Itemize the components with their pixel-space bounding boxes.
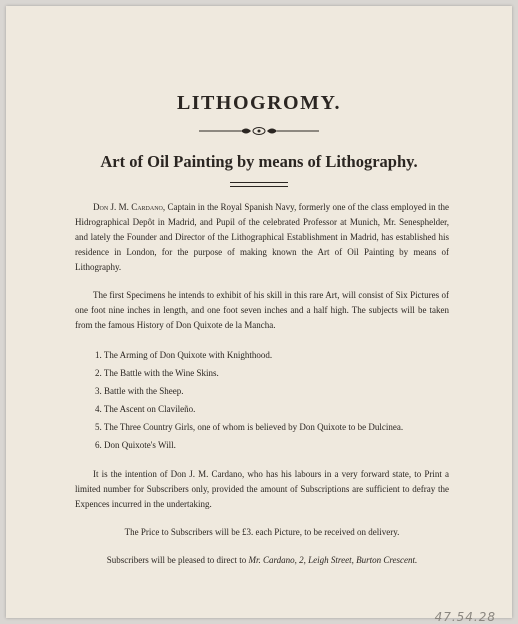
intro-text: Captain in the Royal Spanish Navy, formerly one of the class employed in the Hidrographical Depôt in Madrid, and Pupil of the celebrated Professor at Munich, Mr. Senesphelder, and lately the Founder and Director of the Lithographical Establishment in Madrid, has established his residence in London, for the purpose of making known the Art of Oil Painting by means of Lithography. bbox=[75, 202, 450, 272]
paragraph-intro bbox=[75, 200, 449, 275]
address-lead: Subscribers will be pleased to direct to bbox=[106, 555, 249, 565]
paragraph-intention: It is the intention of Don J. M. Cardano, who has his labours in a very forward state, to Print a limited number for Subscribers only, provided the amount of Subscriptions are sufficient to defray the Expences incurred in the undertaking. bbox=[75, 469, 449, 509]
list-item: 5. The Three Country Girls, one of whom is believed by Don Quixote to be Dulcinea. bbox=[95, 422, 404, 432]
double-rule bbox=[230, 182, 288, 187]
pencil-annotation: 47.54.28 bbox=[434, 610, 496, 624]
document-subtitle: Art of Oil Painting by means of Lithography. bbox=[100, 152, 418, 171]
ornament-divider bbox=[199, 126, 319, 136]
list-item: 3. Battle with the Sheep. bbox=[95, 386, 184, 396]
paragraph-specimens: The first Specimens he intends to exhibit of his skill in this rare Art, will consist of Six Pictures of one foot nine inches in length, and one foot seven inches and a half high. The subjects will be taken from the famous History of Don Quixote de la Mancha. bbox=[75, 290, 449, 330]
list-item: 2. The Battle with the Wine Skins. bbox=[95, 368, 219, 378]
list-item: 1. The Arming of Don Quixote with Knighthood. bbox=[95, 350, 273, 360]
author-name: Don J. M. Cardano, bbox=[93, 202, 166, 212]
document-title: LITHOGROMY. bbox=[176, 92, 342, 114]
document-body bbox=[75, 200, 449, 568]
list-item: 6. Don Quixote's Will. bbox=[95, 440, 176, 450]
address-text: Mr. Cardano, 2, Leigh Street, Burton Crescent. bbox=[248, 555, 418, 565]
document-sheet bbox=[6, 6, 512, 618]
list-item: 4. The Ascent on Clavileño. bbox=[95, 404, 196, 414]
paragraph-price: The Price to Subscribers will be £3. each Picture, to be received on delivery. bbox=[124, 527, 400, 537]
paragraph-address bbox=[75, 553, 449, 568]
subjects-list bbox=[75, 346, 449, 454]
